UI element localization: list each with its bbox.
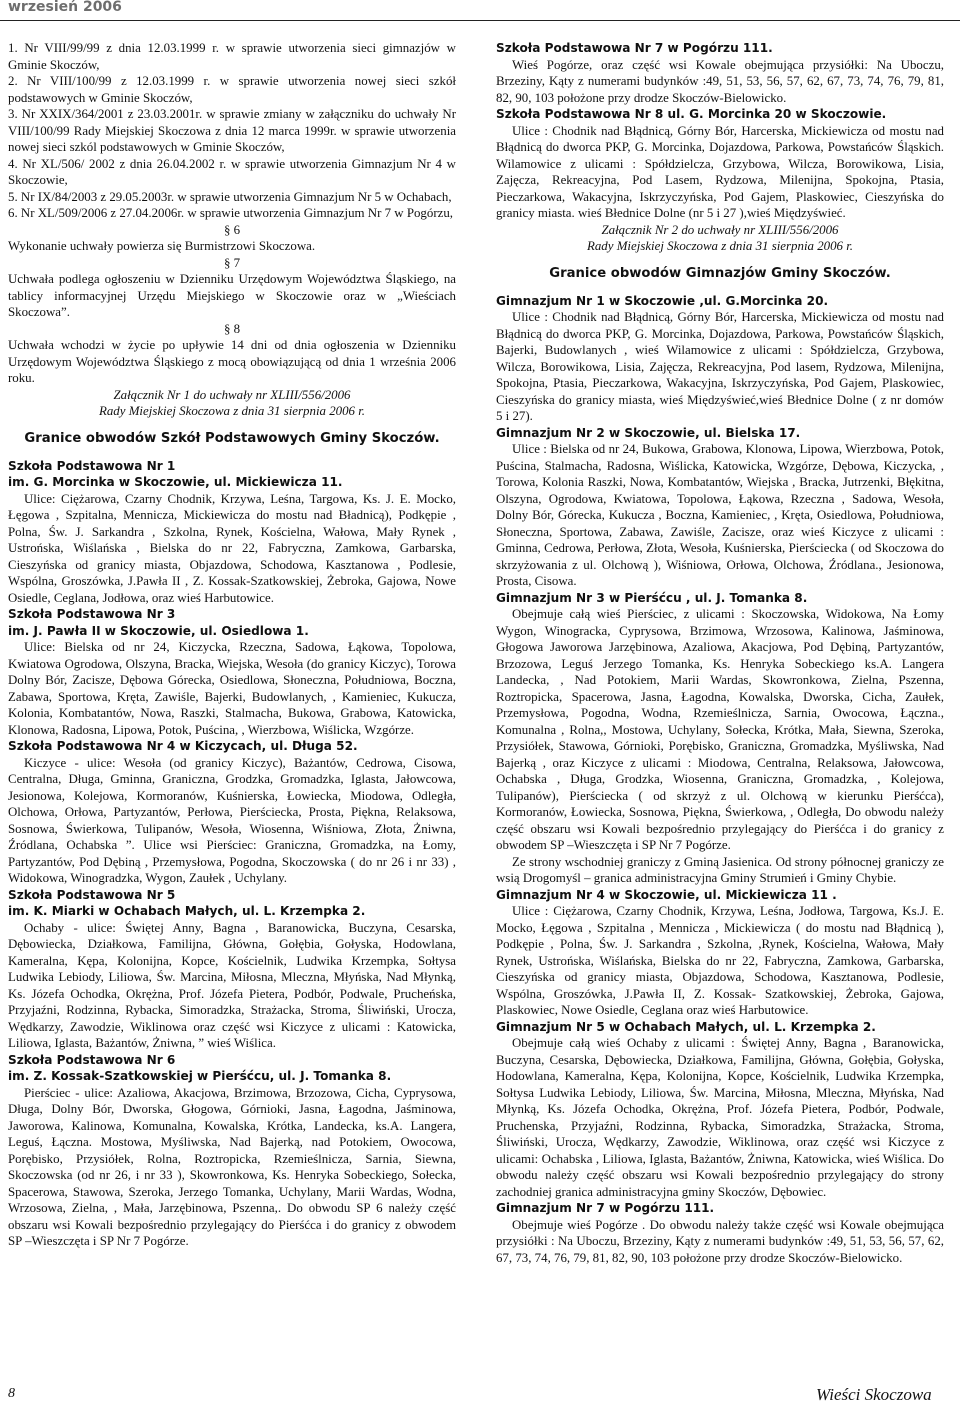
section-heading: Gimnazjum Nr 2 w Skoczowie, ul. Bielska 17.: [496, 425, 801, 440]
section-heading: Szkoła Podstawowa Nr 3: [8, 607, 176, 621]
section-heading: Szkoła Podstawowa Nr 7 w Pogórzu 111.: [496, 41, 773, 55]
section-heading: Gimnazjum Nr 5 w Ochabach Małych, ul. L. Krzempka 2.: [496, 1019, 876, 1034]
paragraph: Ulice : Ciężarowa, Czarny Chodnik, Krzywa, Leśna, Jodłowa, Targowa, Ks.J. E. Mocko, Łęgowa , Szpitalna , Mennicza , Mickiewicza ( do mostu nad Błądnicą ), Podkępie , Polna, Św. J. Sarkandra , Szkolna, ,Rynek, Kościelna, Wałowa, Mały Rynek, Ustrońska, Wiślańska, Bielska do nr 22, Fabryczna, Zamkowa, Garbarska, Cieszyńska od granicy miasta, Objazdowa, Schodowa, Kasztanowa, Podlesie, Wspólna, Groszówka, J.Pawła II, Z. Kossak- Szatkowskiej, Żebroka, Gajowa, Plaskowiec, Nowe Osiedle, Ceglana oraz wieś Harbutowice.: [496, 904, 944, 1017]
section-heading: Szkoła Podstawowa Nr 8 ul. G. Morcinka 20 w Skoczowie.: [496, 107, 887, 121]
paragraph: Ulice : Bielska od nr 24, Bukowa, Grabowa, Klonowa, Lipowa, Wierzbowa, Potok, Puścina, Stalmacha, Radosna, Wiślicka, Katowicka, Wzgórze, Dębowa, Kiczycka, , Torowa, Kolonia Raszki, Nowa, Kombatantów, Wiejska , Bracka, Jutrzenki, Błękitna, Olszyna, Ogrodowa, Kwiatowa, Topolowa, Łąkowa, Rzeczna , Sadowa, Wesoła, Dolny Bór, Górecka, Kukucza , Boczna, Kamieniec, , Kręta, Osiedlowa, Południowa, Słoneczna, Sportowa, Zabawa, Zawiśle, Zacisze, oraz wieś Kiczyce z ulicami : Gminna, Cedrowa, Perłowa, Złota, Wesoła, Kuśnierska, Pierściecka ( od Skoczowa do skrzyżowania z ul. Olchową ), Wiśniowa, Orłowa, Olchowa, Źródlana., Jesionowa, Prosta, Cisowa.: [496, 442, 944, 588]
paragraph: 2. Nr VIII/100/99 z 12.03.1999 r. w sprawie utworzenia nowej sieci szkół podstawowych w Gminie Skoczów,: [8, 74, 456, 105]
paragraph: Wieś Pogórze, oraz część wsi Kowale obejmująca przysiółki: Na Uboczu, Brzeziny, Kąty z numerami budynków :49, 51, 53, 56, 57, 62, 67, 73, 74, 76, 79, 81, 82, 90, 103 położone przy drodze Skoczów-Bielowicko.: [496, 57, 944, 105]
section-mark: § 6: [223, 222, 241, 237]
section-mark: § 7: [223, 255, 241, 270]
page-header-bar: [0, 0, 960, 21]
paragraph: Ulice: Bielska od nr 24, Kiczycka, Rzeczna, Sadowa, Łąkowa, Topolowa, Kwiatowa Ogrodowa, Olszyna, Bracka, Wiejska, Wesoła (do granicy Kiczyc), Torowa Dolny Bór, Zacisze, Dębowa Górecka, Osiedlowa, Słoneczna, Południowa, Boczna, Zabawa, Sportowa, Kręta, Zawiśle, Bajerki, Budowlanych, , Kamieniec, Kukucza, Kolonia, Kombatantów, Nowa, Raszki, Stalmacha, Bukowa, Grabowa, Katowicka, Klonowa, Radosna, Lipowa, Potok, Puścina, , Wierzbowa, Wiślicka, Wzgórze.: [8, 640, 456, 737]
section-heading: Gimnazjum Nr 4 w Skoczowie, ul. Mickiewicza 11 .: [496, 887, 837, 902]
left-column: [8, 40, 456, 1250]
paragraph: 6. Nr XL/509/2006 z 27.04.2006r. w sprawie utworzenia Gimnazjum Nr 7 w Pogórzu,: [8, 206, 454, 220]
paragraph: 3. Nr XXIX/364/2001 z 23.03.2001r. w sprawie zmiany w załączniku do uchwały Nr VIII/100/99 Rady Miejskiej Skoczowa z dnia 12 marca 1999r. w sprawie utworzenia nowej sieci szkól podstawowych w Gminie Skoczów,: [8, 107, 456, 154]
paragraph: Kiczyce - ulice: Wesoła (od granicy Kiczyc), Bażantów, Cedrowa, Cisowa, Centralna, Długa, Gminna, Graniczna, Grodzka, Gromadzka, Iglasta, Jałowcowa, Jesionowa, Kolejowa, Kormoranów, Kuśnierska, Łowiecka, Miodowa, Odległa, Olchowa, Orłowa, Partyzantów, Perłowa, Pierściecka, Prosta, Piękna, Relaksowa, Sosnowa, Świerkowa, Tulipanów, Wesoła, Wiosenna, Wiśniowa, Złota, Żniwna, Źródlana, Ochabska ”. Ulice wsi Pierściec: Graniczna, Gromadzka, na Łomy, Partyzantów, Pod Dębiną , Przemysłowa, Pogodna, Skoczowska ( do nr 26 i nr 33) , Widokowa, Winogradzka, Wygon, Zaułek , Uchylany.: [8, 755, 456, 885]
page-number: 8: [8, 1386, 15, 1401]
spacer: [496, 255, 944, 265]
section-heading: Szkoła Podstawowa Nr 4 w Kiczycach, ul. Długa 52.: [8, 739, 358, 753]
annex-caption: Rady Miejskiej Skoczowa z dnia 31 sierpnia 2006 r.: [586, 239, 854, 253]
section-heading: im. J. Pawła II w Skoczowie, ul. Osiedlowa 1.: [8, 623, 309, 638]
paragraph: Obejmuje całą wieś Pierściec, z ulicami : Skoczowska, Widokowa, Na Łomy Wygon, Winogracka, Cyprysowa, Brzimowa, Wrzosowa, Kalinowa, Jaśminowa, Głogowa Jaworowa Jarzębinowa, Azaliowa, Akacjowa, Pod Dębiną, Partyzantów, Brzozowa, Leguś Jerzego Tomanka, Ks. Henryka Sobeckiego ks.A. Langera Landecka, , Nad Potokiem, Marii Wardas, Skowronkowa, Zielna, Pszenna, Roztropicka, Spacerowa, Jasna, Łagodna, Kowalska, Dworska, Cicha, Zaułek, Przemysłowa, Pogodna, Wodna, Rzemieślnicza, Sarnia, Owocowa, Łączna., Komunalna , Rolna,, Mostowa, Uchylany, Sołecka, Krótka, Mała, Siewna, Szeroka, Przysiółek, Stawowa, Górnioki, Porębisko, Graniczna, Gromadzka, Myśliwska, Nad Bajerką , oraz Kiczyce z ulicami : Miodowa, Centralna, Relaksowa, Jałowcowa, Ochabska , Długa, Grodzka, Wiosenna, Graniczna, Gromadzka, , Kolejowa, Tulipanów), Pierściecka ( od skrzyż z ul. Olchową w kierunku Pierśćca), Kormoranów, Łowiecka, Sosnowa, Piękna, Świerkowa, , Odległa, Do obwodu należy część obszaru wsi Kowali bezpośrednio przylegający do Pierśćca i do granicy z obwodem SP –Wieszczęta i SP Nr 7 Pogórze.: [496, 607, 944, 852]
section-heading: Gimnazjum Nr 1 w Skoczowie ,ul. G.Morcinka 20.: [496, 293, 829, 308]
boundaries-title: Granice obwodów Gimnazjów Gminy Skoczów.: [549, 265, 891, 281]
boundaries-title: Granice obwodów Szkół Podstawowych Gminy Skoczów.: [24, 430, 440, 446]
paragraph: Pierściec - ulice: Azaliowa, Akacjowa, Brzimowa, Brzozowa, Cicha, Cyprysowa, Długa, Dolny Bór, Dworska, Głogowa, Górnioki, Jasna, Łagodna, Jaśminowa, Jaworowa, Kalinowa, Komunalna, Kowalska, Krótka, Landecka, ks.A. Langera, Leguś, Łączna. Mostowa, Myśliwska, Nad Bajerką, nad Potokiem, Owocowa, Porębisko, Przysiółek, Rolna, Roztropicka, Rzemieślnicza, Sarnia, Siewna, Skoczowska (od nr 26, i nr 33 ), Skowronkowa, Ks. Henryka Sobeckiego, Sołecka, Spacerowa, Stawowa, Szeroka, Jerzego Tomanka, Uchylany, Marii Wardas, Wodna, Wrzosowa, Zielna, , Mała, Jarzębinowa, Pszenna,. Do obwodu SP 6 należy część obszaru wsi Kowali bezpośrednio przylegający do Pierśćca i do granicy z obwodem SP –Wieszczęta i SP Nr 7 Pogórze.: [8, 1085, 456, 1248]
paragraph: Obejmuje wieś Pogórze . Do obwodu należy także część wsi Kowale obejmująca przysiółki : Na Uboczu, Brzeziny, Kąty z numerami budynków :49, 51, 53, 56, 57, 62, 67, 73, 74, 76, 79, 81, 82, 90, 103 położone przy drodze Skoczów-Bielowicko.: [496, 1217, 944, 1265]
section-heading: Gimnazjum Nr 7 w Pogórzu 111.: [496, 1201, 715, 1215]
paragraph: 4. Nr XL/506/ 2002 z dnia 26.04.2002 r. w sprawie utworzenia Gimnazjum Nr 4 w Skoczowie,: [8, 156, 456, 187]
section-heading: Szkoła Podstawowa Nr 1: [8, 458, 176, 473]
spacer: [8, 448, 456, 458]
issue-date: wrzesień 2006: [8, 0, 122, 15]
paragraph: Ulice: Ciężarowa, Czarny Chodnik, Krzywa, Leśna, Targowa, Ks. J. E. Mocko, Łęgowa , Szpitalna, Mennicza, Mickiewicza do mostu nad Bładnicą), Podkępie , Polna, Św. J. Sarkandra , Szkolna, Rynek, Kościelna, Wałowa, Mały Rynek , Ustrońska, Wiślańska , Bielska do nr 22, Fabryczna, Zamkowa, Garbarska, Cieszyńska od granicy miasta, Objazdowa, Schodowa, Kasztanowa , Podlesie, Wspólna, Groszówka, J.Pawła II , Z. Kossak-Szatkowskiej, Żebroka, Gajowa, Nowe Osiedle, Ceglana, Jodłowa, oraz wieś Harbutowice.: [8, 491, 456, 605]
section-heading: Szkoła Podstawowa Nr 6: [8, 1052, 176, 1067]
paragraph: 5. Nr IX/84/2003 z 29.05.2003r. w sprawie utworzenia Gimnazjum Nr 5 w Ochabach,: [8, 189, 452, 204]
paragraph: Uchwała podlega ogłoszeniu w Dzienniku Urzędowym Województwa Śląskiego, na tablicy informacyjnej Urzędu Miejskiego w Skoczowie oraz w „Wieściach Skoczowa”.: [8, 272, 456, 319]
annex-caption: Załącznik Nr 2 do uchwały nr XLIII/556/2006: [601, 222, 839, 237]
paragraph: Ze strony wschodniej graniczy z Gminą Jasienica. Od strony północnej graniczy ze wsią Drogomyśl – granica administracyjna Gminy Strumień i Gminy Chybie.: [496, 854, 944, 885]
section-heading: im. K. Miarki w Ochabach Małych, ul. L. Krzempka 2.: [8, 904, 366, 918]
paragraph: Uchwała wchodzi w życie po upływie 14 dni od dnia ogłoszenia w Dzienniku Urzędowym Województwa Śląskiego z mocą obowiązującą od dnia 1 września 2006 roku.: [8, 338, 456, 385]
section-heading: im. Z. Kossak-Szatkowskiej w Pierśćcu, ul. J. Tomanka 8.: [8, 1069, 392, 1083]
annex-caption: Rady Miejskiej Skoczowa z dnia 31 sierpnia 2006 r.: [98, 404, 366, 418]
spacer: [496, 283, 944, 293]
paragraph: Ochaby - ulice: Świętej Anny, Bagna , Baranowicka, Buczyna, Cesarska, Dębowiecka, Działkowa, Familijna, Główna, Gołębia, Gołyska, Hodowlana, Kameralna, Kępa, Kolonijna, Kopce, Kościelnik, Ludwika Krzempka, Sołtysa Ludwika Lebiody, Liliowa, Św. Marcina, Miłosna, Mleczna, Młyńska, Nad Młynką, Ks. Józefa Ochodka, Okrężna, Prof. Józefa Pietera, Podbór, Podwale, Prucheńska, Przyjaźni, Rodzinna, Rybacka, Simoradzka, Strażacka, Stroma, Śliwiński, Urocza, Wędkarzy, Zawodzie, Wiklinowa oraz część wsi Kiczyce z ulicami : Katowicka, Liliowa, Iglasta, Bażantów, Żniwna, ” wieś Wiślica.: [8, 920, 456, 1050]
annex-caption: Załącznik Nr 1 do uchwały nr XLIII/556/2006: [113, 387, 351, 402]
paragraph: Ulice : Chodnik nad Błądnicą, Górny Bór, Harcerska, Mickiewicza od mostu nad Błądnicą do dworca PKP, G. Morcinka, Dojazdowa, Parkowa, Powstańców Śląskich. Wilamowice z ulicami : Spółdzielcza, Grzybowa, Wilcza, Borowikowa, Lisia, Zajęcza, Rekreacyjna, Pod Lasem, Rydzowa, Milenijna, Spokojna, Ptasia, Pieczarkowa, Wakacyjna, Iskrzyczyńska, Pod Gajem, Plaskowiec, Cieszyńska do granicy miasta. wieś Błednice Dolne (nr 5 i 27 ),wieś Międzyświeć.: [496, 123, 944, 220]
section-heading: Gimnazjum Nr 3 w Pierśćcu , ul. J. Tomanka 8.: [496, 590, 808, 605]
section-heading: Szkoła Podstawowa Nr 5: [8, 887, 176, 902]
magazine-title: Wieści Skoczowa: [816, 1385, 932, 1404]
spacer: [8, 420, 456, 430]
section-heading: im. G. Morcinka w Skoczowie, ul. Mickiewicza 11.: [8, 475, 343, 489]
paragraph: Ulice : Chodnik nad Błądnicą, Górny Bór, Harcerska, Mickiewicza od mostu nad Błądnicą do dworca PKP, G. Morcinka, Dojazdowa, Parkowa, Powstańców Śląskich, Bajerki, Budowlanych , wieś Wilamowice z ulicami : Spółdzielcza, Grzybowa, Wilcza, Borowikowa, Lisia, Zajęcza, Rekreacyjna, Pod lasem, Rydzowa, Milenijna, Spokojna, Ptasia, Pieczarkowa, Wakacyjna, Iskrzyczyńska, Pod Gajem, Plaskowiec, Cieszyńska do granicy miasta, wieś Międzyświeć,wieś Błednice Dolne ( z nr domów 5 i 27).: [496, 310, 944, 423]
right-column: [496, 40, 944, 1266]
paragraph: Obejmuje całą wieś Ochaby z ulicami : Świętej Anny, Bagna , Baranowicka, Buczyna, Cesarska, Dębowiecka, Działkowa, Familijna, Główna, Gołębia, Gołyska, Hodowlana, Kameralna, Kępa, Kolonijna, Kopce, Kościelnik, Ludwika Krzempka, Sołtysa Ludwika Lebiody, Liliowa, Św. Marcina, Miłosna, Mleczna, Młyńska, Nad Młynką, Ks. Józefa Ochodka, Okrężna, Prof. Józefa Pietera, Podbór, Podwale, Pruchenska, Przyjaźni, Rodzinna, Rybacka, Simoradzka, Strażacka, Stroma, Śliwiński, Urocza, Wędkarzy, Zawodzie, Wiklinowa, oraz część wsi Kiczyce z ulicami: Ochabska , Liliowa, Iglasta, Bażantów, Żniwna, Katowicka, wieś Wiślica. Do obwodu należy część obszaru wsi Kowali bezpośrednio przylegający do strony zachodniej granica administracyjna gminy Skoczów, Dębowiec.: [496, 1036, 944, 1199]
paragraph: Wykonanie uchwały powierza się Burmistrzowi Skoczowa.: [8, 239, 316, 253]
section-mark: § 8: [223, 321, 241, 336]
paragraph: 1. Nr VIII/99/99 z dnia 12.03.1999 r. w sprawie utworzenia sieci gimnazjów w Gminie Skoczów,: [8, 41, 456, 72]
